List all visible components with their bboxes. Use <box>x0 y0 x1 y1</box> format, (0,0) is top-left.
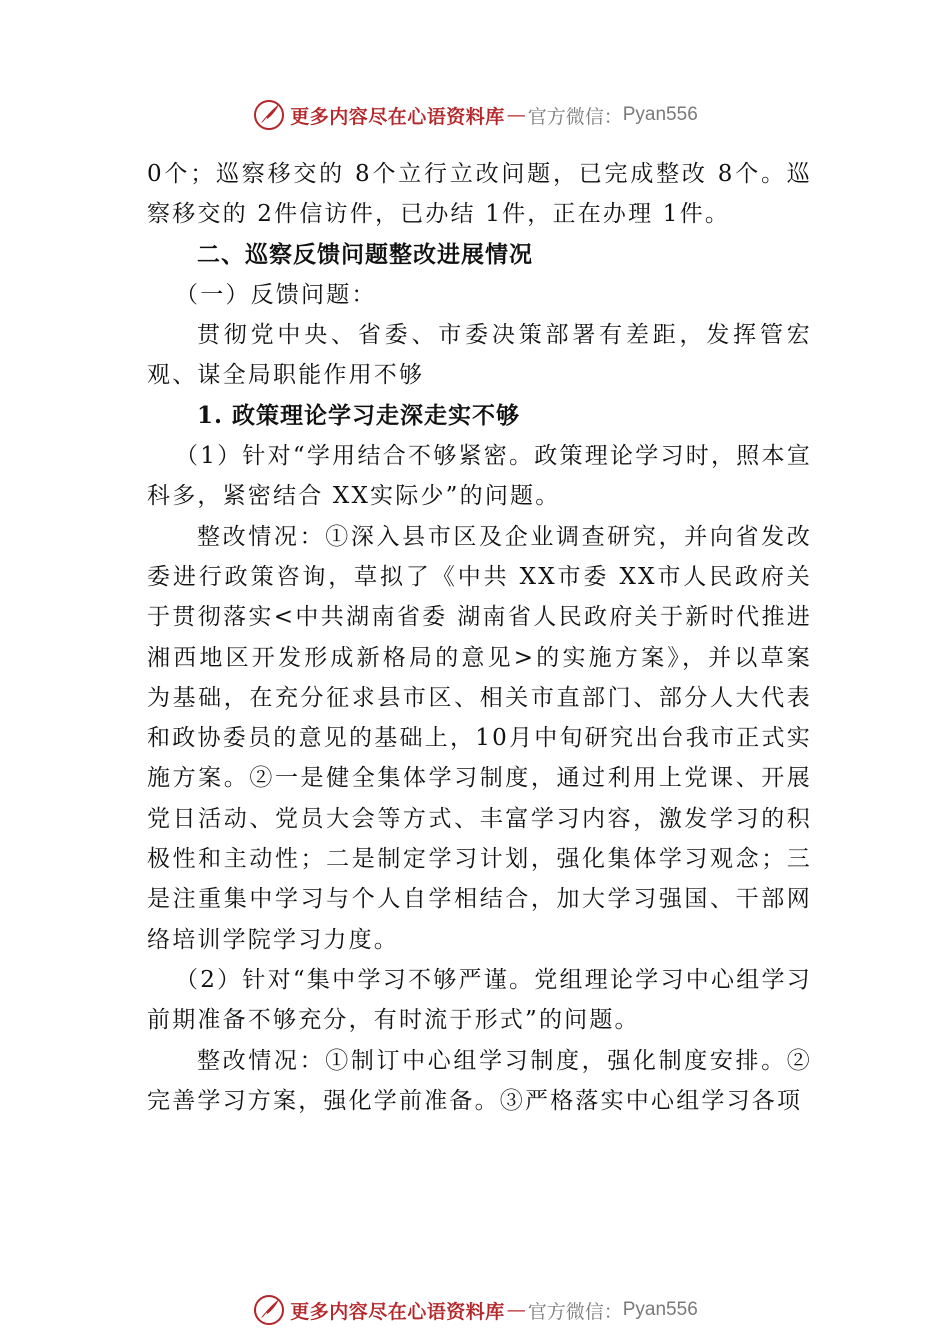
issue-2: （2）针对“集中学习不够严谨。党组理论学习中心组学习前期准备不够充分，有时流于形式”的问题。 <box>147 966 812 1034</box>
banner-dash: — <box>506 104 526 126</box>
quill-logo-icon <box>252 98 286 132</box>
document-body <box>147 154 812 1121</box>
header-banner <box>0 95 950 135</box>
banner-wechat-id: Pyan556 <box>622 104 698 125</box>
banner-main-text: 更多内容尽在心语资料库 <box>290 1300 505 1323</box>
subsection-heading: （一）反馈问题： <box>175 281 377 308</box>
banner-suffix: 官方微信： <box>527 105 623 128</box>
item-heading: 1. 政策理论学习走深走实不够 <box>197 401 521 429</box>
banner-main-text: 更多内容尽在心语资料库 <box>290 105 505 128</box>
issue-1: （1）针对“学用结合不够紧密。政策理论学习时，照本宣科多，紧密结合 XX实际少”的问题。 <box>147 443 812 510</box>
banner-wechat-id: Pyan556 <box>622 1299 698 1320</box>
footer-banner <box>0 1290 950 1330</box>
section-heading: 二、巡察反馈问题整改进展情况 <box>197 240 533 268</box>
rectification-2: 整改情况：①制订中心组学习制度，强化制度安排。②完善学习方案，强化学前准备。③严格落实中心组学习各项 <box>147 1047 812 1114</box>
banner-suffix: 官方微信： <box>527 1300 623 1323</box>
issue-summary: 贯彻党中央、省委、市委决策部署有差距，发挥管宏观、谋全局职能作用不够 <box>147 322 812 389</box>
banner-dash: — <box>506 1299 526 1321</box>
quill-logo-icon <box>252 1293 286 1327</box>
paragraph-intro: 0个；巡察移交的 8个立行立改问题，已完成整改 8个。巡察移交的 2件信访件，已办结 1件，正在办理 1件。 <box>147 161 812 228</box>
rectification-1: 整改情况：①深入县市区及企业调查研究，并向省发改委进行政策咨询，草拟了《中共 XX市委 XX市人民政府关于贯彻落实<中共湖南省委 湖南省人民政府关于新时代推进湘西地区开发形成新格局的意见>的实施方案》，并以草案为基础，在充分征求县市区、相关市直部门、部分人大代表和政协委员的意见的基础上，10月中旬研究出台我市正式实施方案。②一是健全集体学习制度，通过利用上党课、开展党日活动、党员大会等方式、丰富学习内容，激发学习的积极性和主动性；二是制定学习计划，强化集体学习观念；三是注重集中学习与个人自学相结合，加大学习强国、干部网络培训学院学习力度。 <box>147 523 812 953</box>
